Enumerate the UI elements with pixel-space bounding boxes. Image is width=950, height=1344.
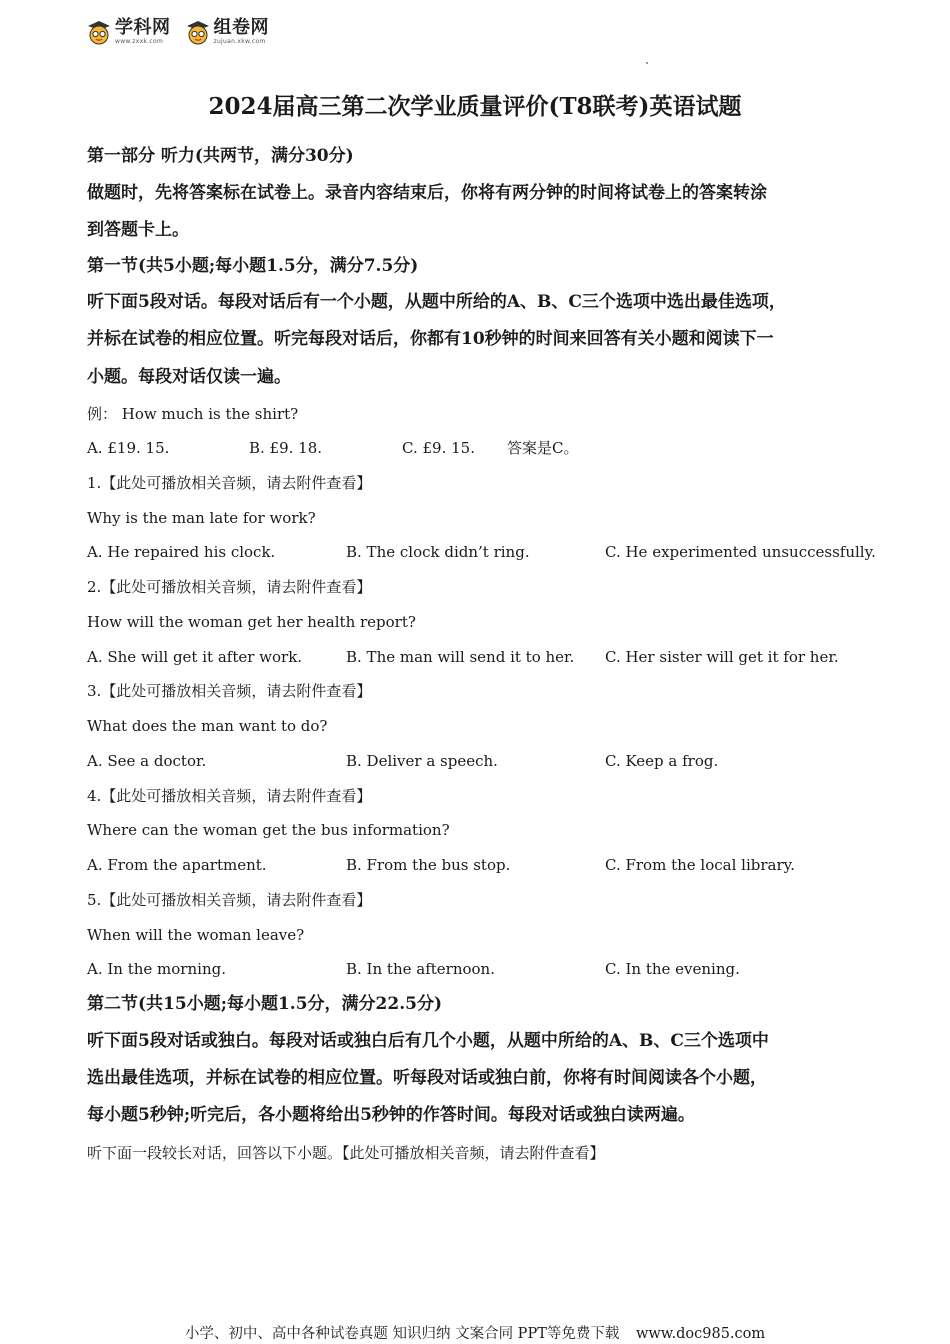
question-options: [87, 959, 877, 979]
option-b: B. Deliver a speech.: [346, 752, 498, 770]
option-a: A. £19. 15.: [87, 439, 170, 457]
option-b: B. The clock didn’t ring.: [346, 543, 530, 561]
option-a: A. She will get it after work.: [87, 648, 303, 666]
section1-instruction-line: 听下面5段对话。每段对话后有一个小题，从题中所给的A、B、C三个选项中选出最佳选项，: [87, 292, 786, 312]
logo-name: 学科网: [115, 17, 171, 38]
option-b: B. In the afternoon.: [346, 960, 495, 978]
audio-placeholder[interactable]: 5.【此处可播放相关音频，请去附件查看】: [87, 891, 372, 909]
audio-placeholder[interactable]: 2.【此处可播放相关音频，请去附件查看】: [87, 578, 372, 596]
part1-instruction-line: 做题时，先将答案标在试卷上。录音内容结束后，你将有两分钟的时间将试卷上的答案转涂: [87, 183, 767, 203]
page-footer: [0, 1325, 950, 1343]
question-options: [87, 751, 877, 771]
header-logos: [86, 14, 269, 50]
question-text: Why is the man late for work?: [87, 509, 316, 527]
question-text: How will the woman get her health report?: [87, 613, 416, 631]
mascot-icon: [185, 19, 211, 45]
example-question: 例： How much is the shirt?: [87, 405, 299, 423]
mascot-icon: [86, 19, 112, 45]
section2-instruction-line: 每小题5秒钟;听完后，各小题将给出5秒钟的作答时间。每段对话或独白读两遍。: [87, 1105, 695, 1125]
section1-instruction-line: 小题。每段对话仅读一遍。: [87, 367, 291, 387]
option-b: B. £9. 18.: [249, 439, 323, 457]
option-c: C. In the evening.: [605, 960, 740, 978]
question-text: When will the woman leave?: [87, 926, 305, 944]
option-c: C. Her sister will get it for her.: [605, 648, 839, 666]
option-a: A. From the apartment.: [87, 856, 267, 874]
question-text: Where can the woman get the bus information?: [87, 821, 450, 839]
audio-placeholder[interactable]: 1.【此处可播放相关音频，请去附件查看】: [87, 474, 372, 492]
option-a: A. See a doctor.: [87, 752, 207, 770]
option-c: C. £9. 15.: [402, 439, 475, 457]
logo-url: zujuan.xkw.com: [213, 38, 266, 45]
decorative-dot: [646, 62, 648, 64]
section2-instruction-line: 听下面5段对话或独白。每段对话或独白后有几个小题，从题中所给的A、B、C三个选项中: [87, 1031, 769, 1051]
section2-instruction-line: 选出最佳选项，并标在试卷的相应位置。听每段对话或独白前，你将有时间阅读各个小题，: [87, 1068, 767, 1088]
footer-text: 小学、初中、高中各种试卷真题 知识归纳 文案合同 PPT等免费下载: [184, 1326, 620, 1342]
page-title: 2024届高三第二次学业质量评价(T8联考)英语试题: [208, 93, 742, 120]
option-b: B. From the bus stop.: [346, 856, 511, 874]
logo-name: 组卷网: [213, 17, 269, 38]
option-c: C. He experimented unsuccessfully.: [605, 543, 876, 561]
section2-lead[interactable]: 听下面一段较长对话，回答以下小题。【此处可播放相关音频，请去附件查看】: [87, 1144, 605, 1162]
question-options: [87, 542, 877, 562]
section2-heading: 第二节(共15小题;每小题1.5分，满分22.5分): [87, 994, 442, 1014]
audio-placeholder[interactable]: 4.【此处可播放相关音频，请去附件查看】: [87, 787, 372, 805]
section1-heading: 第一节(共5小题;每小题1.5分，满分7.5分): [87, 256, 419, 276]
option-c: C. From the local library.: [605, 856, 795, 874]
example-options: [87, 438, 877, 458]
option-b: B. The man will send it to her.: [346, 648, 575, 666]
zxxk-logo[interactable]: [86, 19, 171, 45]
footer-url[interactable]: www.doc985.com: [635, 1326, 766, 1342]
question-options: [87, 855, 877, 875]
part1-instruction-line: 到答题卡上。: [87, 220, 189, 240]
question-text: What does the man want to do?: [87, 717, 328, 735]
option-c: C. Keep a frog.: [605, 752, 719, 770]
option-a: A. He repaired his clock.: [87, 543, 276, 561]
part1-heading: 第一部分 听力(共两节，满分30分): [87, 146, 354, 166]
zujuan-logo[interactable]: [185, 19, 270, 45]
option-a: A. In the morning.: [87, 960, 226, 978]
example-answer: 答案是C。: [507, 439, 579, 457]
audio-placeholder[interactable]: 3.【此处可播放相关音频，请去附件查看】: [87, 682, 372, 700]
question-options: [87, 647, 877, 667]
section1-instruction-line: 并标在试卷的相应位置。听完每段对话后，你都有10秒钟的时间来回答有关小题和阅读下一: [87, 329, 774, 349]
logo-url: www.zxxk.com: [115, 38, 164, 45]
